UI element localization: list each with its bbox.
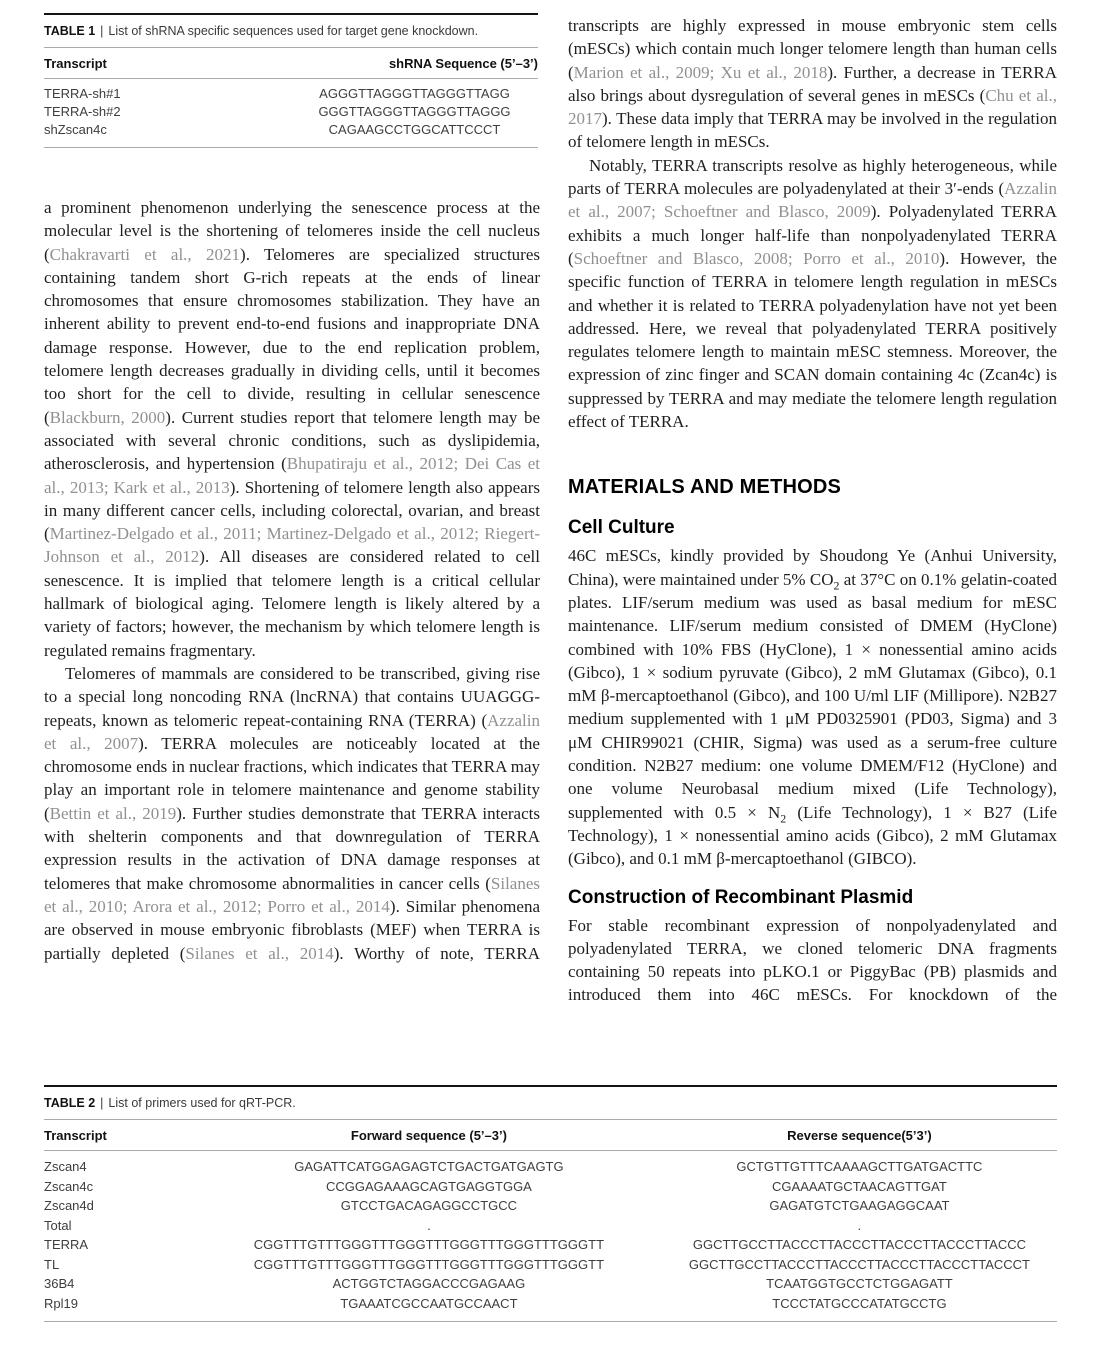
table-cell: Zscan4c: [44, 1178, 94, 1194]
table-1-caption-text: List of shRNA specific sequences used for target gene knockdown.: [108, 24, 479, 38]
citation: Schoeftner and Blasco, 2008; Porro et al., 2010: [573, 248, 940, 268]
text-segment: ). Further studies demonstrate that TERRA interacts with shelterin components and that downregulation of TERRA expression results in the activation of DNA damage responses at telomeres that make chromosome abnormalities in cancer cells (: [44, 803, 540, 893]
table-2: [44, 1085, 1057, 1322]
text-segment: ). Shortening of telomere length also appears in many different cancer cells, including colorectal, ovarian, and breast (: [44, 477, 540, 544]
heading-construction-recombinant-plasmid: Construction of Recombinant Plasmid: [568, 886, 914, 908]
table-cell: GCTGTTGTTTCAAAAGCTTGATGACTTC: [736, 1159, 983, 1174]
paragraph-terra-intro: [44, 662, 540, 965]
table-cell: TERRA-sh#2: [44, 104, 121, 119]
heading-cell-culture: Cell Culture: [568, 517, 675, 539]
table-1-caption: [44, 15, 538, 47]
table-cell: GAGATGTCTGAAGAGGCAAT: [769, 1198, 950, 1213]
table-1-caption-separator: |: [100, 24, 104, 38]
table-1-header-shrna-sequence: shRNA Sequence (5’–3’): [388, 56, 538, 71]
citation: Chu et al., 2017: [568, 85, 1057, 129]
citation: Bhupatiraju et al., 2012; Dei Cas et al., 2013; Kark et al., 2013: [44, 454, 540, 497]
citation: Azzalin et al., 2007; Schoeftner and Blasco, 2009: [568, 179, 1057, 222]
table-2-caption-text: List of primers used for qRT-PCR.: [108, 1096, 296, 1110]
table-cell: Zscan4: [44, 1159, 87, 1174]
left-text-column: [44, 196, 540, 965]
table-row: [44, 1235, 1057, 1255]
table-1-body: [44, 78, 538, 148]
text-segment: ). Telomeres are specialized structures containing tandem short G-rich repeats at the ends of linear chromosomes that ensure chromosomes stabilization. They have an inherent ability to prevent end-to-end fusions and inappropriate DNA damage response. However, due to the end replication problem, telomere length decreases gradually in dividing cells, until it becomes too short for the cell to divide, resulting in cellular senescence (: [44, 244, 541, 427]
citation: Silanes et al., 2014: [185, 943, 334, 963]
table-2-header-forward-sequence: Forward sequence (5’–3’): [350, 1128, 507, 1143]
table-cell: CCGGAGAAAGCAGTGAGGTGGA: [325, 1178, 532, 1194]
text-segment: 2: [833, 578, 840, 593]
text-segment: ). All diseases are considered related to cell senescence. It is implied that telomere length is a critical cellular hallmark of biological aging. Telomere length is likely altered by a variety of factors; however, the mechanism by which telomere length is regulated remains fragmentary.: [44, 547, 540, 660]
table-row: [44, 1196, 1057, 1216]
text-segment: a prominent phenomenon underlying the senescence process at the molecular level is the shortening of telomeres inside the cell nucleus (: [44, 198, 540, 264]
table-row: [44, 1216, 1057, 1236]
table-cell: CGGTTTGTTTGGGTTTGGGTTTGGGTTTGGGTTTGGGTT: [253, 1256, 605, 1272]
text-segment: Telomeres of mammals are considered to be transcribed, giving rise to a special long noncoding RNA (lncRNA) that contains UUAGGG-repeats, known as telomeric repeat-containing RNA (TERRA) (: [44, 663, 540, 730]
table-cell: GGCTTGCCTTACCCTTACCCTTACCCTTACCCTTACCC: [692, 1237, 1027, 1252]
table-1: [44, 13, 538, 148]
table-2-caption: [44, 1087, 1057, 1119]
text-segment: ). Polyadenylated TERRA exhibits a much longer half-life than nonpolyadenylated TERRA (: [568, 202, 1057, 268]
table-cell: GAGATTCATGGAGAGTCTGACTGATGAGTG: [294, 1159, 564, 1174]
table-2-header-reverse-sequence: Reverse sequence(5’3’): [787, 1128, 932, 1143]
paragraph-cell-culture: [568, 544, 1057, 870]
text-segment: ). Further, a decrease in TERRA also brings about dysregulation of several genes in mESCs (: [568, 62, 1057, 105]
text-segment: transcripts are highly expressed in mouse embryonic stem cells (mESCs) which contain much longer telomere length than human cells (: [568, 16, 1057, 82]
citation: Marion et al., 2009; Xu et al., 2018: [573, 62, 828, 82]
table-cell: TGAAATCGCCAATGCCAACT: [340, 1295, 518, 1311]
table-row: [44, 121, 538, 139]
table-row: [44, 1274, 1057, 1294]
table-1-header-row: [44, 47, 538, 78]
table-cell: Total: [44, 1217, 72, 1233]
table-row: [44, 103, 538, 121]
paragraph-senescence: [44, 196, 540, 662]
table-cell: ACTGGTCTAGGACCCGAGAAG: [332, 1276, 526, 1291]
table-cell: .: [857, 1217, 862, 1233]
paragraph-construction: [568, 914, 1057, 1007]
table-cell: CGAAAATGCTAACAGTTGAT: [772, 1178, 947, 1194]
paragraph-polyadenylated-terra: [568, 154, 1057, 434]
table-2-caption-label: TABLE 2: [44, 1096, 96, 1110]
text-segment: ). Worthy of note, TERRA: [333, 943, 540, 963]
table-2-header-row: [44, 1119, 1057, 1150]
table-cell: TCAATGGTGCCTCTGGAGATT: [766, 1276, 953, 1291]
text-segment: For stable recombinant expression of nonpolyadenylated and polyadenylated TERRA, we cloned telomeric DNA fragments containing 50 repeats into pLKO.1 or PiggyBac (PB) plasmids and introduced them into 46C mESCs. For knockdown of the: [568, 915, 1057, 1005]
table-row: [44, 85, 538, 103]
table-cell: TERRA-sh#1: [44, 86, 121, 101]
text-segment: 2: [780, 811, 787, 825]
text-segment: Notably, TERRA transcripts resolve as highly heterogeneous, while parts of TERRA molecules are polyadenylated at their 3′-ends (: [568, 155, 1057, 199]
table-cell: GTCCTGACAGAGGCCTGCC: [340, 1198, 518, 1213]
table-2-header-transcript: Transcript: [44, 1128, 107, 1143]
table-cell: AGGGTTAGGGTTAGGGTTAGG: [319, 86, 510, 101]
text-segment: (Life Technology), 1 × B27 (Life Technology), 1 × nonessential amino acids (Gibco), 2 mM Glutamax (Gibco), and 0.1 mM β-mercaptoethanol (GIBCO).: [568, 802, 1057, 869]
table-cell: TL: [44, 1256, 60, 1272]
table-cell: GGCTTGCCTTACCCTTACCCTTACCCTTACCCTTACCCT: [688, 1256, 1030, 1272]
table-2-body: [44, 1150, 1057, 1322]
table-cell: Rpl19: [44, 1295, 78, 1311]
citation: Martinez-Delgado et al., 2011; Martinez-Delgado et al., 2012; Riegert-Johnson et al., 2012: [44, 524, 540, 567]
table-row: [44, 1177, 1057, 1197]
paragraph-terra-mesc: [568, 14, 1057, 154]
table-cell: CGGTTTGTTTGGGTTTGGGTTTGGGTTTGGGTTTGGGTT: [253, 1237, 605, 1252]
text-segment: ). TERRA molecules are noticeably located at the chromosome ends in nuclear fractions, which indicates that TERRA may play an important role in telomere maintenance and genome stability (: [44, 733, 540, 823]
table-row: [44, 1255, 1057, 1275]
citation: Blackburn, 2000: [49, 407, 166, 427]
table-cell: shZscan4c: [44, 122, 107, 137]
citation: Azzalin et al., 2007: [44, 710, 540, 753]
table-cell: TERRA: [44, 1237, 89, 1252]
table-cell: CAGAAGCCTGGCATTCCCT: [328, 122, 501, 137]
table-cell: .: [427, 1217, 431, 1233]
table-row: [44, 1294, 1057, 1314]
table-cell: Zscan4d: [44, 1198, 94, 1213]
table-cell: GGGTTAGGGTTAGGGTTAGGG: [318, 104, 511, 119]
table-cell: TCCCTATGCCCATATGCCTG: [772, 1295, 947, 1311]
table-cell: 36B4: [44, 1276, 75, 1291]
table-1-caption-label: TABLE 1: [44, 24, 96, 38]
citation: Chakravarti et al., 2021: [49, 244, 241, 264]
table-1-header-transcript: Transcript: [44, 56, 107, 71]
heading-materials-and-methods: MATERIALS AND METHODS: [568, 476, 842, 499]
table-row: [44, 1157, 1057, 1177]
text-segment: at 37°C on 0.1% gelatin-coated plates. LIF/serum medium was used as basal medium for mESC maintenance. LIF/serum medium consisted of DMEM (HyClone) combined with 10% FBS (HyClone), 1 × nonessential amino acids (Gibco), 1 × sodium pyruvate (Gibco), 2 mM Glutamax (Gibco), 0.1 mM β-mercaptoethanol (Gibco), and 100 U/ml LIF (Millipore). N2B27 medium supplemented with 1 μM PD0325901 (PD03, Sigma) and 3 μM CHIR99021 (CHIR, Sigma) was used as a serum-free culture condition. N2B27 medium: one volume DMEM/F12 (HyClone) and one volume Neurobasal medium mixed (Life Technology), supplemented with 0.5 × N: [568, 569, 1057, 822]
right-text-column: [568, 14, 1057, 1007]
citation: Silanes et al., 2010; Arora et al., 2012; Porro et al., 2014: [44, 873, 540, 916]
text-segment: ). Current studies report that telomere length may be associated with several chronic conditions, such as dyslipidemia, atherosclerosis, and hypertension (: [44, 407, 540, 474]
text-segment: 46C mESCs, kindly provided by Shoudong Ye (Anhui University, China), were maintained under 5% CO: [568, 546, 1057, 589]
table-2-caption-separator: |: [100, 1096, 104, 1110]
text-segment: ). Similar phenomena are observed in mouse embryonic fibroblasts (MEF) when TERRA is partially depleted (: [44, 896, 541, 963]
text-segment: ). However, the specific function of TERRA in telomere length regulation in mESCs and whether it is related to TERRA polyadenylation have not yet been addressed. Here, we reveal that polyadenylated TERRA positively regulates telomere length to maintain mESC stemness. Moreover, the expression of zinc finger and SCAN domain containing 4c (Zcan4c) is suppressed by TERRA and may mediate the telomere length regulation effect of TERRA.: [568, 248, 1057, 432]
citation: Bettin et al., 2019: [49, 803, 177, 823]
text-segment: ). These data imply that TERRA may be involved in the regulation of telomere length in mESCs.: [568, 109, 1057, 152]
